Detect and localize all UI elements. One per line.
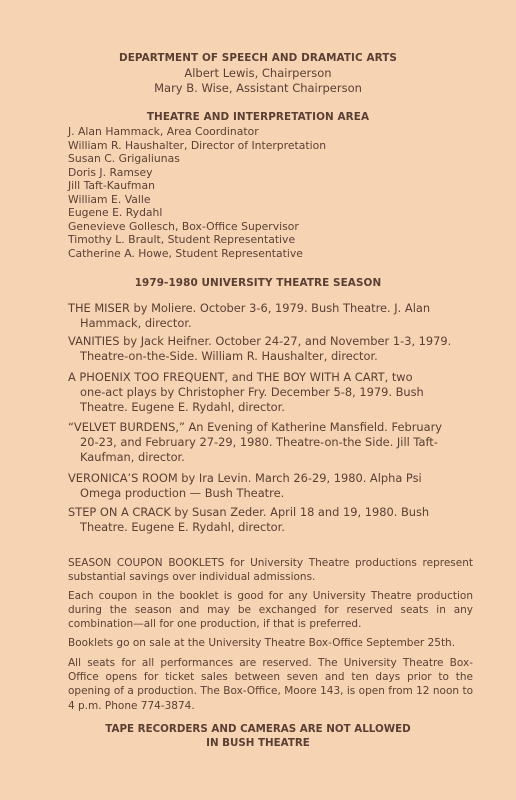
list-item: William E. Valle	[68, 192, 151, 206]
event-line: Theatre. Eugene E. Rydahl, director.	[80, 520, 285, 535]
event-line: A PHOENIX TOO FREQUENT, and THE BOY WITH A CART, two	[68, 370, 413, 384]
season-event	[68, 471, 478, 501]
list-item: Susan C. Grigaliunas	[68, 152, 180, 165]
assistant-chairperson-line: Mary B. Wise, Assistant Chairperson	[154, 81, 362, 95]
season-event	[68, 505, 478, 535]
event-line: Omega production — Bush Theatre.	[80, 486, 285, 501]
event-line: VANITIES by Jack Heifner. October 24-27, and November 1-3, 1979.	[68, 334, 452, 348]
list-item: Eugene E. Rydahl	[68, 206, 163, 219]
notice-line-1: TAPE RECORDERS AND CAMERAS ARE NOT ALLOWED	[105, 723, 411, 735]
event-line: Kaufman, director.	[80, 450, 185, 465]
list-item: Timothy L. Brault, Student Representative	[68, 233, 296, 246]
notice-line-2: IN BUSH THEATRE	[206, 737, 310, 749]
chairperson-line: Albert Lewis, Chairperson	[184, 66, 332, 80]
event-line: “VELVET BURDENS,” An Evening of Katherine Mansfield. February	[68, 420, 443, 434]
event-line: Hammack, director.	[80, 316, 192, 331]
event-line: VERONICA’S ROOM by Ira Levin. March 26-29, 1980. Alpha Psi	[68, 471, 422, 485]
season-event	[68, 370, 478, 416]
department-heading: DEPARTMENT OF SPEECH AND DRAMATIC ARTS	[118, 52, 398, 64]
event-line: 20-23, and February 27-29, 1980. Theatre-on-the Side. Jill Taft-	[80, 435, 438, 450]
event-line: Theatre-on-the-Side. William R. Haushalter, director.	[80, 349, 378, 364]
area-member-list	[68, 125, 508, 260]
list-item: J. Alan Hammack, Area Coordinator	[68, 125, 259, 138]
list-item: William R. Haushalter, Director of Interpretation	[68, 138, 327, 152]
area-heading: THEATRE AND INTERPRETATION AREA	[146, 111, 370, 123]
event-line: THE MISER by Moliere. October 3-6, 1979. Bush Theatre. J. Alan	[68, 301, 431, 315]
list-item: Doris J. Ramsey	[68, 165, 153, 179]
list-item: Jill Taft-Kaufman	[68, 179, 155, 192]
sale-date-paragraph: Booklets go on sale at the University Theatre Box-Office September 25th.	[68, 637, 456, 649]
season-event	[68, 420, 478, 466]
box-office-paragraph: All seats for all performances are reserved. The University Theatre Box-Office opens for ticket sales between seven and ten days prior to the opening of a production. The Box-Office, Moore 143, is open from 12 noon to 4 p.m. Phone 774-3874.	[68, 657, 473, 712]
list-item: Genevieve Gollesch, Box-Office Supervisor	[68, 219, 299, 233]
coupon-exchange-paragraph: Each coupon in the booklet is good for any University Theatre production during the season and may be exchanged for reserved seats in any combination—all for one production, if that is preferred.	[68, 590, 473, 631]
season-event	[68, 334, 478, 364]
event-line: STEP ON A CRACK by Susan Zeder. April 18 and 19, 1980. Bush	[68, 505, 430, 519]
list-item: Catherine A. Howe, Student Representative	[68, 246, 303, 260]
season-event	[68, 301, 478, 331]
event-line: Theatre. Eugene E. Rydahl, director.	[80, 400, 285, 415]
event-line: one-act plays by Christopher Fry. December 5-8, 1979. Bush	[80, 385, 424, 400]
coupon-paragraph: SEASON COUPON BOOKLETS for University Theatre productions represent substantial savings over individual admissions.	[68, 557, 473, 584]
season-heading: 1979-1980 UNIVERSITY THEATRE SEASON	[134, 277, 382, 289]
